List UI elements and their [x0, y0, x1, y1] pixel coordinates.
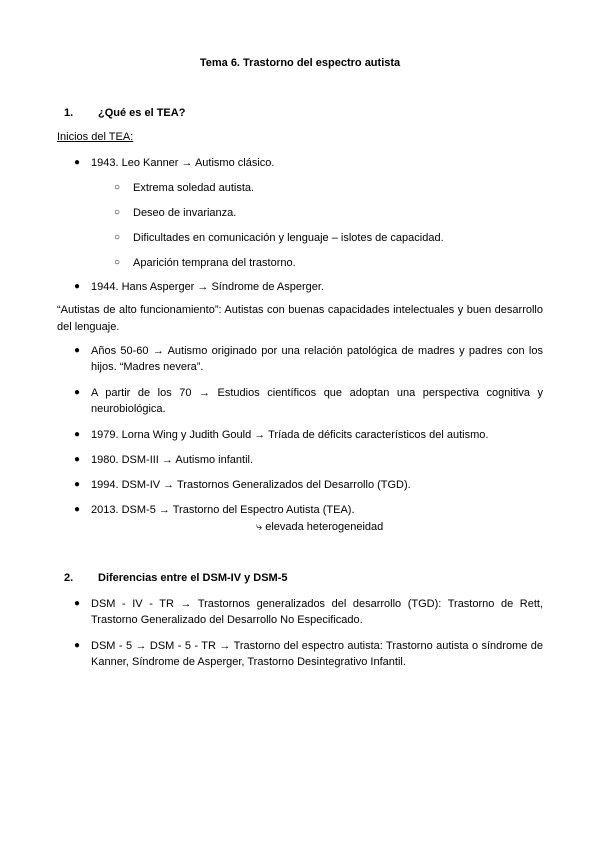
section-1-heading [64, 107, 185, 119]
list-item: ● 1979. Lorna Wing y Judith Gould → Tríada de déficits característicos del autismo. [74, 429, 489, 441]
hollow-bullet-icon: ○ [114, 257, 121, 268]
sub-list-item: ○ Deseo de invarianza. [114, 207, 237, 219]
list-item: ● A partir de los 70 → Estudios científicos que adoptan una perspectiva cognitiva y neurobiológica. [74, 387, 543, 415]
bullet-icon: ● [74, 281, 81, 292]
section-1-subheading: Inicios del TEA: [57, 131, 134, 143]
list-1943 [57, 155, 543, 171]
bullet-icon: ● [74, 504, 81, 515]
bullet-icon: ● [74, 157, 81, 168]
sub-list-item: ○ Aparición temprana del trastorno. [114, 257, 296, 269]
list-history [57, 343, 543, 518]
list-dsm-differences [57, 596, 543, 670]
sublist-kanner [57, 180, 543, 271]
sub-list-item: ○ Extrema soledad autista. [114, 182, 255, 194]
bullet-icon: ● [74, 345, 81, 356]
list-item: ● 1994. DSM-IV → Trastornos Generalizados del Desarrollo (TGD). [74, 479, 411, 491]
sub-list-item: ○ Dificultades en comunicación y lenguaje – islotes de capacidad. [114, 232, 444, 244]
bullet-icon: ● [74, 479, 81, 490]
hollow-bullet-icon: ○ [114, 207, 121, 218]
section-2-number: 2. [64, 572, 74, 584]
list-1944 [57, 279, 543, 295]
heterogeneity-note: ⤷ elevada heterogeneidad [256, 521, 384, 533]
list-item: ● 2013. DSM-5 → Trastorno del Espectro Autista (TEA). [74, 504, 355, 516]
bullet-icon: ● [74, 387, 81, 398]
list-item: ● 1944. Hans Asperger → Síndrome de Asperger. [74, 281, 324, 293]
list-item: ● DSM - IV - TR → Trastornos generalizados del desarrollo (TGD): Trastorno de Rett, Trastorno Generalizado del Desarrollo No Especificado. [74, 598, 543, 626]
section-2-heading [64, 572, 288, 584]
list-item: ● 1980. DSM-III → Autismo infantil. [74, 454, 254, 466]
bullet-icon: ● [74, 640, 81, 651]
bullet-icon: ● [74, 429, 81, 440]
bullet-icon: ● [74, 598, 81, 609]
hollow-bullet-icon: ○ [114, 182, 121, 193]
list-item: ● DSM - 5 → DSM - 5 - TR → Trastorno del espectro autista: Trastorno autista o síndrome de Kanner, Síndrome de Asperger, Trastorno Desintegrativo Infantil. [74, 640, 543, 668]
hollow-bullet-icon: ○ [114, 232, 121, 243]
document-title: Tema 6. Trastorno del espectro autista [199, 57, 401, 69]
section-1-title: ¿Qué es el TEA? [98, 107, 186, 119]
paragraph-alto-funcionamiento: “Autistas de alto funcionamiento”: Autistas con buenas capacidades intelectuales y buen desarrollo del lenguaje. [57, 304, 543, 333]
section-1-number: 1. [64, 107, 74, 119]
list-item: ● Años 50-60 → Autismo originado por una relación patológica de madres y padres con los hijos. “Madres nevera”. [74, 345, 543, 373]
section-2-title: Diferencias entre el DSM-IV y DSM-5 [98, 572, 288, 584]
bullet-icon: ● [74, 454, 81, 465]
list-item: ● 1943. Leo Kanner → Autismo clásico. [74, 157, 275, 169]
